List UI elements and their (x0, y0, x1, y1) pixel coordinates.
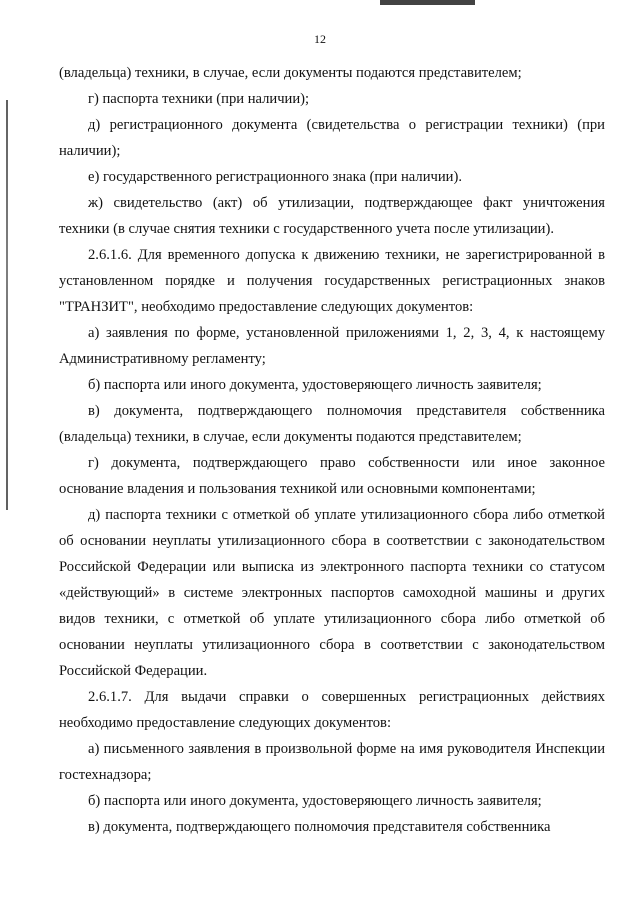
paragraph: д) паспорта техники с отметкой об уплате утилизационного сбора либо отметкой об основании неуплаты утилизационного сбора в соответствии с законодательством Российской Федерации или выписка из электронного паспорта техники со статусом «действующий» в системе электронных паспортов самоходной машины и других видов техники, с отметкой об уплате утилизационного сбора либо отметкой об основании неуплаты утилизационного сбора в соответствии с законодательством Российской Федерации. (59, 507, 605, 679)
paragraph: ж) свидетельство (акт) об утилизации, подтверждающее факт уничтожения техники (в случае снятия техники с государственного учета после утилизации). (59, 195, 605, 237)
paragraph: б) паспорта или иного документа, удостоверяющего личность заявителя; (88, 793, 542, 809)
paragraph: в) документа, подтверждающего полномочия представителя собственника (88, 819, 551, 835)
document-body (59, 60, 605, 840)
paragraph: (владельца) техники, в случае, если документы подаются представителем; (59, 65, 522, 81)
paragraph: е) государственного регистрационного знака (при наличии). (88, 169, 462, 185)
paragraph: 2.6.1.7. Для выдачи справки о совершенных регистрационных действиях необходимо предоставление следующих документов: (59, 689, 605, 731)
paragraph: в) документа, подтверждающего полномочия представителя собственника (владельца) техники, в случае, если документы подаются представителем; (59, 403, 605, 445)
paragraph: 2.6.1.6. Для временного допуска к движению техники, не зарегистрированной в установленном порядке и получения государственных регистрационных знаков "ТРАНЗИТ", необходимо предоставление следующих документов: (59, 247, 605, 315)
page-number: 12 (314, 32, 326, 46)
paragraph: а) заявления по форме, установленной приложениями 1, 2, 3, 4, к настоящему Административному регламенту; (59, 325, 605, 367)
scan-artifact-left-edge (6, 100, 8, 510)
paragraph: г) паспорта техники (при наличии); (88, 91, 310, 107)
paragraph: а) письменного заявления в произвольной форме на имя руководителя Инспекции гостехнадзора; (59, 741, 605, 783)
paragraph: д) регистрационного документа (свидетельства о регистрации техники) (при наличии); (59, 117, 605, 159)
paragraph: г) документа, подтверждающего право собственности или иное законное основание владения и пользования техникой или основными компонентами; (59, 455, 605, 497)
scan-artifact-top (380, 0, 475, 5)
paragraph: б) паспорта или иного документа, удостоверяющего личность заявителя; (88, 377, 542, 393)
